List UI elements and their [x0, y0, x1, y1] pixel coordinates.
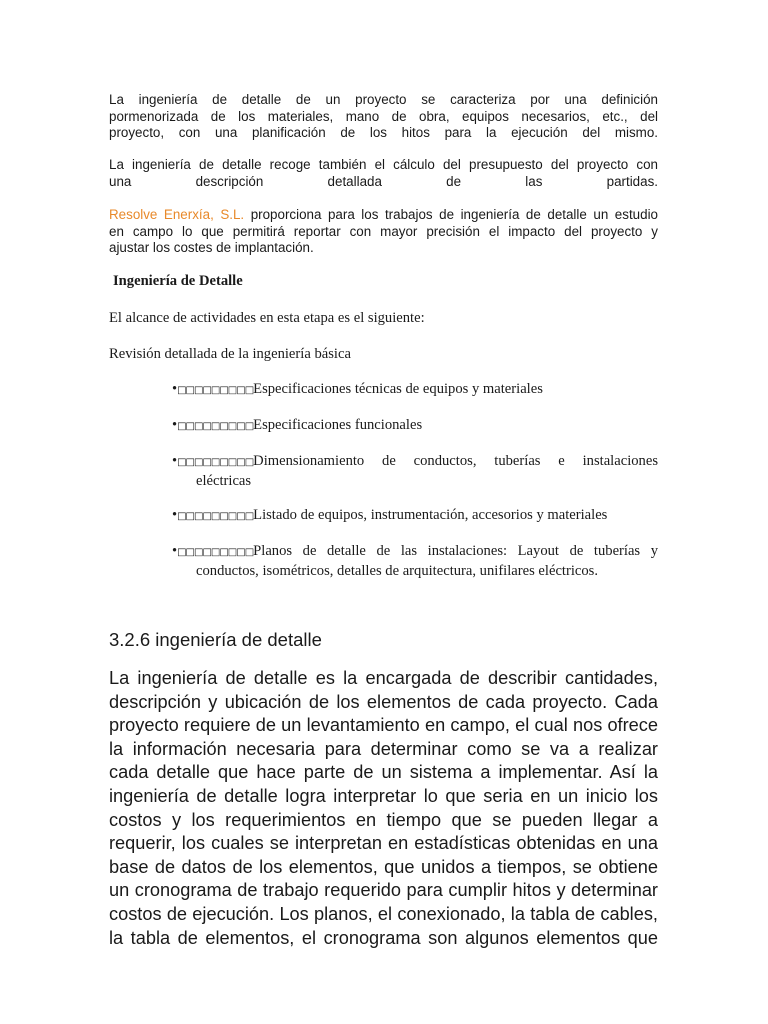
placeholder-boxes: □□□□□□□□□	[177, 421, 254, 432]
list-item	[172, 542, 658, 580]
review-line: Revisión detallada de la ingeniería básica	[109, 346, 351, 362]
bullet-icon: •	[172, 381, 178, 397]
bullet-icon: •	[172, 543, 178, 559]
placeholder-boxes: □□□□□□□□□	[177, 457, 254, 468]
paragraph-line: pormenorizada de los materiales, mano de obra, equipos necesarios, etc., del	[109, 108, 658, 124]
paragraph-company	[109, 207, 658, 257]
paragraph-line: proyecto, con una planificación de los hitos para la ejecución del mismo.	[109, 125, 658, 140]
body-line: un cronograma de trabajo requerido para cumplir hitos y determinar	[109, 880, 658, 901]
paragraph-line: La ingeniería de detalle recoge también el cálculo del presupuesto del proyecto con	[109, 157, 658, 172]
paragraph-text: proporciona para los trabajos de ingeniería de detalle un estudio	[244, 207, 658, 222]
bullet-icon: •	[172, 453, 178, 469]
body-line: cada detalle que hace parte de un sistema a implementar. Así la	[109, 762, 658, 783]
list-item-continuation: conductos, isométricos, detalles de arquitectura, unifilares eléctricos.	[196, 563, 598, 579]
paragraph-line: en campo lo que permitirá reportar con mayor precisión el impacto del proyecto y	[109, 223, 658, 239]
body-line: descripción y ubicación de los elementos de cada proyecto. Cada	[109, 691, 658, 712]
list-item-text: Planos de detalle de las instalaciones: Layout de tuberías y	[253, 543, 658, 559]
body-line: ingeniería de detalle logra interpretar lo que seria en un inicio los	[109, 785, 658, 806]
bullet-icon: •	[172, 417, 178, 433]
section-title: 3.2.6 ingeniería de detalle	[109, 629, 322, 650]
list-item-text: Listado de equipos, instrumentación, accesorios y materiales	[253, 507, 608, 523]
list-item-text: Especificaciones técnicas de equipos y materiales	[253, 381, 543, 397]
section-body	[109, 667, 658, 950]
company-name: Resolve Enerxía, S.L.	[109, 207, 245, 222]
placeholder-boxes: □□□□□□□□□	[177, 547, 254, 558]
scope-intro: El alcance de actividades en esta etapa es el siguiente:	[109, 310, 425, 326]
body-line: la información necesaria para determinar como se va a realizar	[109, 738, 658, 759]
list-item	[172, 380, 658, 400]
placeholder-boxes: □□□□□□□□□	[177, 511, 254, 522]
body-line: requerir, los cuales se interpretan en estadísticas obtenidas en una	[109, 833, 658, 854]
paragraph-line: La ingeniería de detalle de un proyecto se caracteriza por una definición	[109, 92, 658, 107]
list-item-text: Dimensionamiento de conductos, tuberías e instalaciones	[253, 453, 658, 469]
paragraph-definition	[109, 92, 658, 142]
list-item	[172, 416, 658, 436]
placeholder-boxes: □□□□□□□□□	[177, 385, 254, 396]
body-line: costos y los requerimientos en tiempo que se pueden llegar a	[109, 809, 658, 830]
paragraph-line: una descripción detallada de las partidas.	[109, 173, 658, 189]
body-line: base de datos de los elementos, que unidos a tiempos, se obtiene	[109, 856, 658, 877]
paragraph-line: ajustar los costes de implantación.	[109, 240, 314, 255]
bullet-icon: •	[172, 507, 178, 523]
section-heading: Ingeniería de Detalle	[113, 273, 243, 289]
list-item	[172, 452, 658, 490]
body-line: La ingeniería de detalle es la encargada de describir cantidades,	[109, 668, 658, 688]
body-line: costos de ejecución. Los planos, el conexionado, la tabla de cables,	[109, 903, 658, 924]
list-item-continuation: eléctricas	[196, 473, 252, 489]
list-item-text: Especificaciones funcionales	[253, 417, 423, 433]
paragraph-budget	[109, 157, 658, 190]
body-line: la tabla de elementos, el cronograma son algunos elementos que	[109, 927, 658, 948]
body-line: proyecto requiere de un levantamiento en campo, el cual nos ofrece	[109, 715, 658, 736]
list-item	[172, 506, 658, 526]
